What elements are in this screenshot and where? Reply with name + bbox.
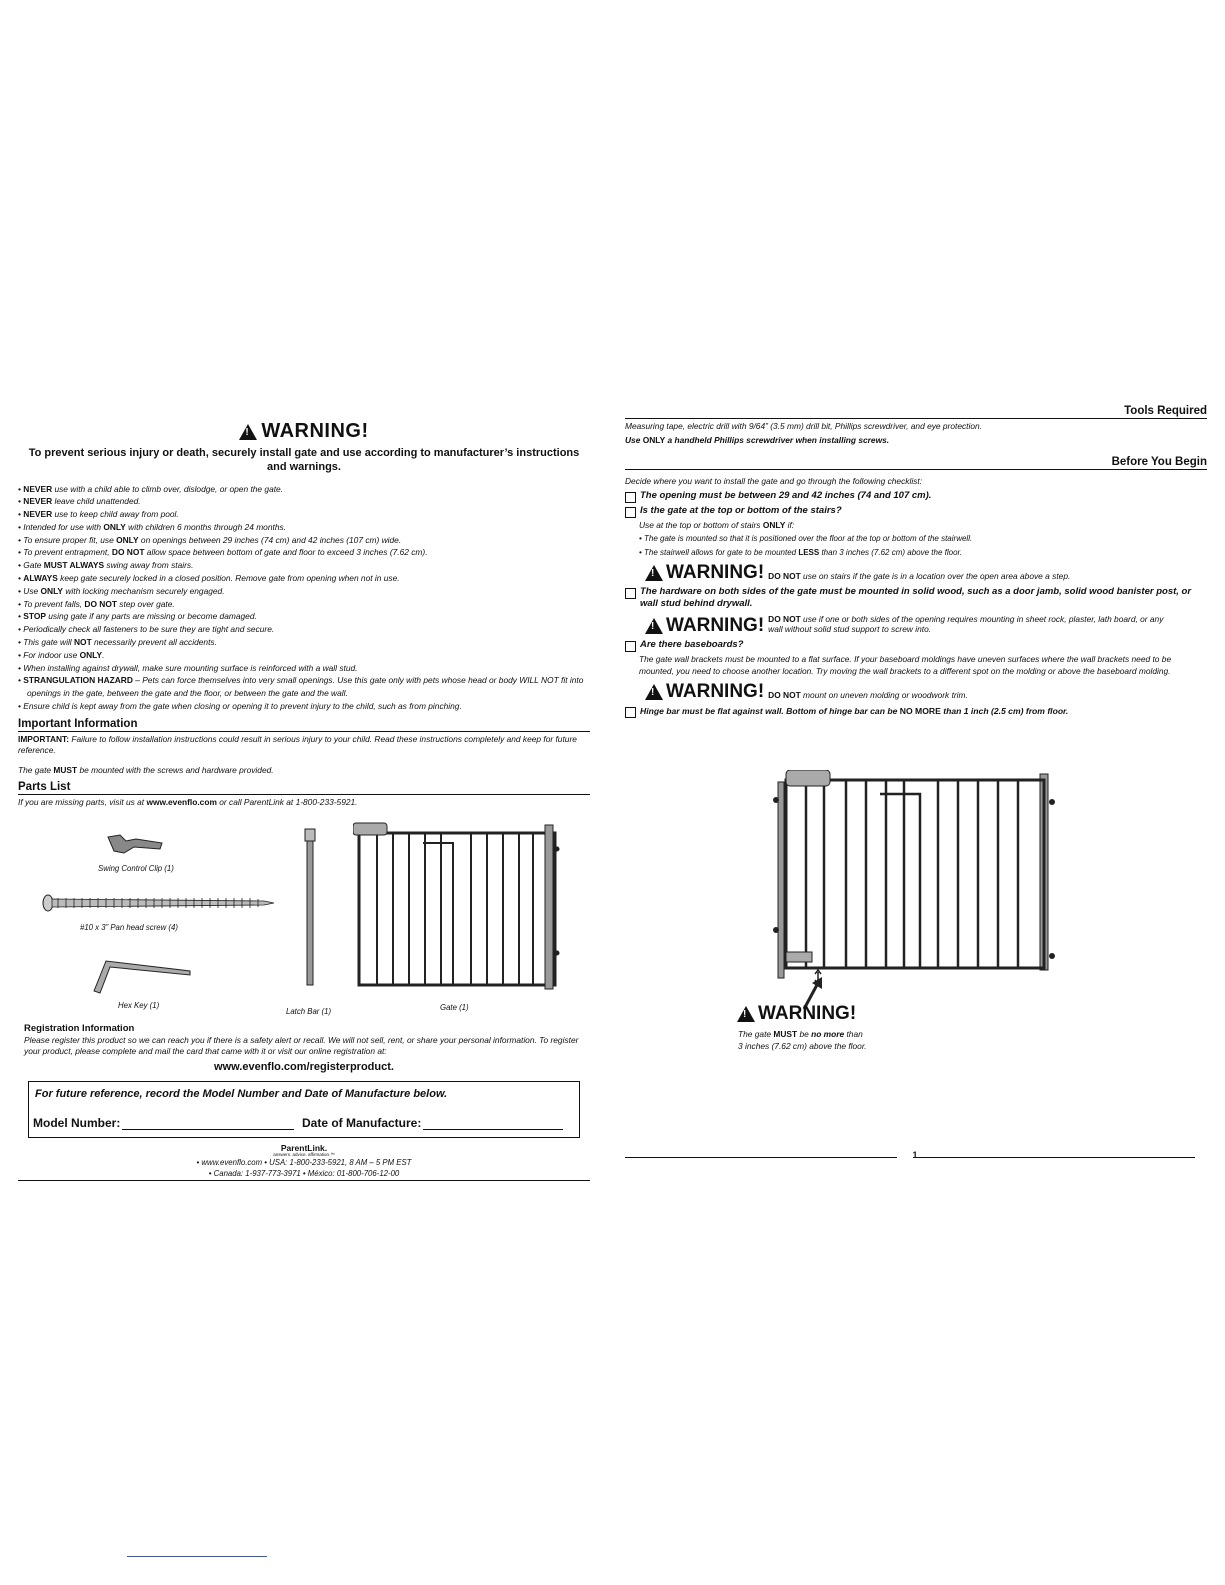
registration-heading: Registration Information	[24, 1022, 135, 1034]
figure-caption: The gate MUST be no more than 3 inches (7.62 cm) above the floor.	[738, 1029, 867, 1051]
parentlink-logo: ParentLink.	[280, 1142, 328, 1153]
warning-item: • This gate will NOT necessarily prevent all accidents.	[18, 637, 217, 648]
hex-key-image	[90, 957, 195, 997]
warning-item: • STOP using gate if any parts are missing or become damaged.	[18, 611, 257, 622]
warning-item: • To prevent entrapment, DO NOT allow space between bottom of gate and floor to exceed 3 inches (7.62 cm).	[18, 547, 428, 558]
hexkey-caption: Hex Key (1)	[118, 1000, 160, 1010]
warning-item: • Use ONLY with locking mechanism securely engaged.	[18, 585, 225, 596]
latch-bar-image	[303, 827, 317, 987]
gate-image	[353, 821, 565, 991]
warning-item: • Periodically check all fasteners to be sure they are tight and secure.	[18, 624, 275, 635]
checkbox[interactable]	[625, 707, 636, 718]
warning-item: • When installing against drywall, make sure mounting surface is reinforced with a wall stud.	[18, 662, 358, 673]
warning-item: • NEVER leave child unattended.	[18, 496, 141, 507]
important-text: IMPORTANT: Failure to follow installation instructions could result in serious injury to your child. Read these instructions completely and keep for future reference.	[18, 733, 577, 756]
checklist-item-opening: The opening must be between 29 and 42 inches (74 and 107 cm).	[625, 490, 1207, 503]
parts-illustrations	[18, 811, 590, 1021]
checkbox[interactable]	[625, 588, 636, 599]
footer-contact-1: • www.evenflo.com • USA: 1-800-233-5921, 8 AM – 5 PM EST	[196, 1157, 412, 1167]
warning-triangle-icon	[645, 684, 663, 700]
stairs-text: Use at the top or bottom of stairs ONLY if:	[639, 519, 795, 530]
checklist-item-stairs: Is the gate at the top or bottom of the stairs?	[625, 505, 1207, 518]
page-number: 1	[912, 1150, 918, 1160]
registration-link[interactable]: www.evenflo.com/registerproduct.	[214, 1060, 394, 1073]
tools-heading: Tools Required	[625, 405, 1207, 419]
screw-caption: #10 x 3” Pan head screw (4)	[80, 922, 178, 932]
warning-drywall: ! WARNING! DO NOT use if one or both sides of the opening requires mounting in sheet rock, plaster, lath board, or any wall without solid stud support to screw into.	[645, 614, 1207, 637]
must-text: The gate MUST be mounted with the screws and hardware provided.	[18, 764, 274, 775]
checklist-item-baseboards: Are there baseboards?	[625, 639, 1207, 652]
checkbox[interactable]	[625, 507, 636, 518]
warning-item: • To ensure proper fit, use ONLY on openings between 29 inches (74 cm) and 42 inches (107 cm) wide.	[18, 534, 402, 545]
warning-item: • To prevent falls, DO NOT step over gate.	[18, 598, 175, 609]
warning-item: • Intended for use with ONLY with children 6 months through 24 months.	[18, 521, 286, 532]
figure-warning: ! WARNING!	[737, 1003, 856, 1025]
warning-item: • ALWAYS keep gate securely locked in a closed position. Remove gate from opening when not in use.	[18, 573, 400, 584]
important-heading: Important Information	[18, 718, 590, 732]
warning-item: • Gate MUST ALWAYS swing away from stairs.	[18, 560, 194, 571]
parts-heading: Parts List	[18, 781, 590, 795]
warning-heading: ! WARNING!	[18, 420, 590, 443]
tools-text: Measuring tape, electric drill with 9/64” (3.5 mm) drill bit, Phillips screwdriver, and eye protection.	[625, 421, 983, 431]
registration-text: Please register this product so we can reach you if there is a safety alert or recall. We will not sell, rent, or share your personal information. To register your product, please complete and mail the card that came with it or visit our online registration at:	[24, 1034, 579, 1057]
checkbox[interactable]	[625, 641, 636, 652]
begin-heading: Before You Begin	[625, 456, 1207, 470]
footer-rule	[18, 1180, 590, 1181]
record-box	[28, 1081, 580, 1138]
warning-item: • STRANGULATION HAZARD – Pets can force themselves into very small openings. Use this gate only with pets whose head or body WILL NOT fit into openings in the gate, between the gate and the floor, or between the gate and the wall.	[18, 675, 584, 699]
latch-caption: Latch Bar (1)	[286, 1006, 332, 1016]
warning-item: • For indoor use ONLY.	[18, 649, 105, 660]
swing-control-clip-image	[106, 833, 166, 855]
stairs-bullet-2: • The stairwell allows for gate to be mounted LESS than 3 inches (7.62 cm) above the floor.	[639, 547, 963, 557]
pan-head-screw-image	[42, 893, 277, 913]
footer-contact-2: • Canada: 1-937-773-3971 • México: 01-800-706-12-00	[208, 1168, 400, 1178]
checklist-item-hinge-bar: Hinge bar must be flat against wall. Bottom of hinge bar can be NO MORE than 1 inch (2.5 cm) from floor.	[625, 705, 1207, 718]
gate-caption: Gate (1)	[440, 1002, 469, 1012]
baseboard-text: The gate wall brackets must be mounted to a flat surface. If your baseboard moldings have uneven surfaces where the wall brackets need to be mounted, you need to choose another location. Try moving the wall brackets to a different spot on the molding or above the baseboard molding.	[639, 654, 1172, 676]
warning-stairs: ! WARNING! DO NOT use on stairs if the gate is in a location over the open area above a step.	[645, 562, 1207, 584]
warning-triangle-icon	[645, 565, 663, 581]
model-number-field[interactable]: Model Number:	[33, 1116, 294, 1130]
right-column	[625, 405, 1207, 718]
checkbox[interactable]	[625, 492, 636, 503]
stairs-bullet-1: • The gate is mounted so that it is positioned over the floor at the top or bottom of the stairwell.	[639, 534, 973, 543]
warning-triangle-icon	[737, 1006, 755, 1022]
checklist-item-hardware: The hardware on both sides of the gate must be mounted in solid wood, such as a door jamb, solid wood banister post, or wall stud behind drywall.	[625, 586, 1207, 610]
warning-subtitle: To prevent serious injury or death, securely install gate and use according to manufacturer’s instructions and warnings.	[28, 447, 580, 473]
tools-warning: Use ONLY a handheld Phillips screwdriver when installing screws.	[625, 434, 890, 445]
parts-text: If you are missing parts, visit us at www.evenflo.com or call ParentLink at 1-800-233-5921.	[18, 797, 358, 808]
warning-item: • Ensure child is kept away from the gate when closing or opening it to prevent injury to the child, such as from pinching.	[18, 701, 462, 712]
page-number-row	[625, 1150, 1207, 1164]
warning-triangle-icon	[239, 424, 257, 440]
parentlink-tagline: answers. advice. affirmation.™	[273, 1151, 335, 1157]
begin-intro: Decide where you want to install the gate and go through the following checklist:	[625, 476, 923, 486]
date-of-manufacture-field[interactable]: Date of Manufacture:	[302, 1116, 563, 1130]
warning-triangle-icon	[645, 618, 663, 634]
record-title: For future reference, record the Model Number and Date of Manufacture below.	[35, 1087, 448, 1100]
warning-item: • NEVER use with a child able to climb over, dislodge, or open the gate.	[18, 483, 284, 494]
clip-caption: Swing Control Clip (1)	[98, 863, 174, 873]
warning-molding: ! WARNING! DO NOT mount on uneven molding or woodwork trim.	[645, 681, 1207, 703]
evenflo-link[interactable]: www.evenflo.com	[146, 797, 217, 808]
warning-item: • NEVER use to keep child away from pool.	[18, 509, 179, 520]
left-column	[18, 420, 590, 1181]
warning-list	[18, 483, 590, 713]
installed-gate-image	[772, 770, 1062, 1000]
bottom-link-rule	[127, 1556, 267, 1557]
